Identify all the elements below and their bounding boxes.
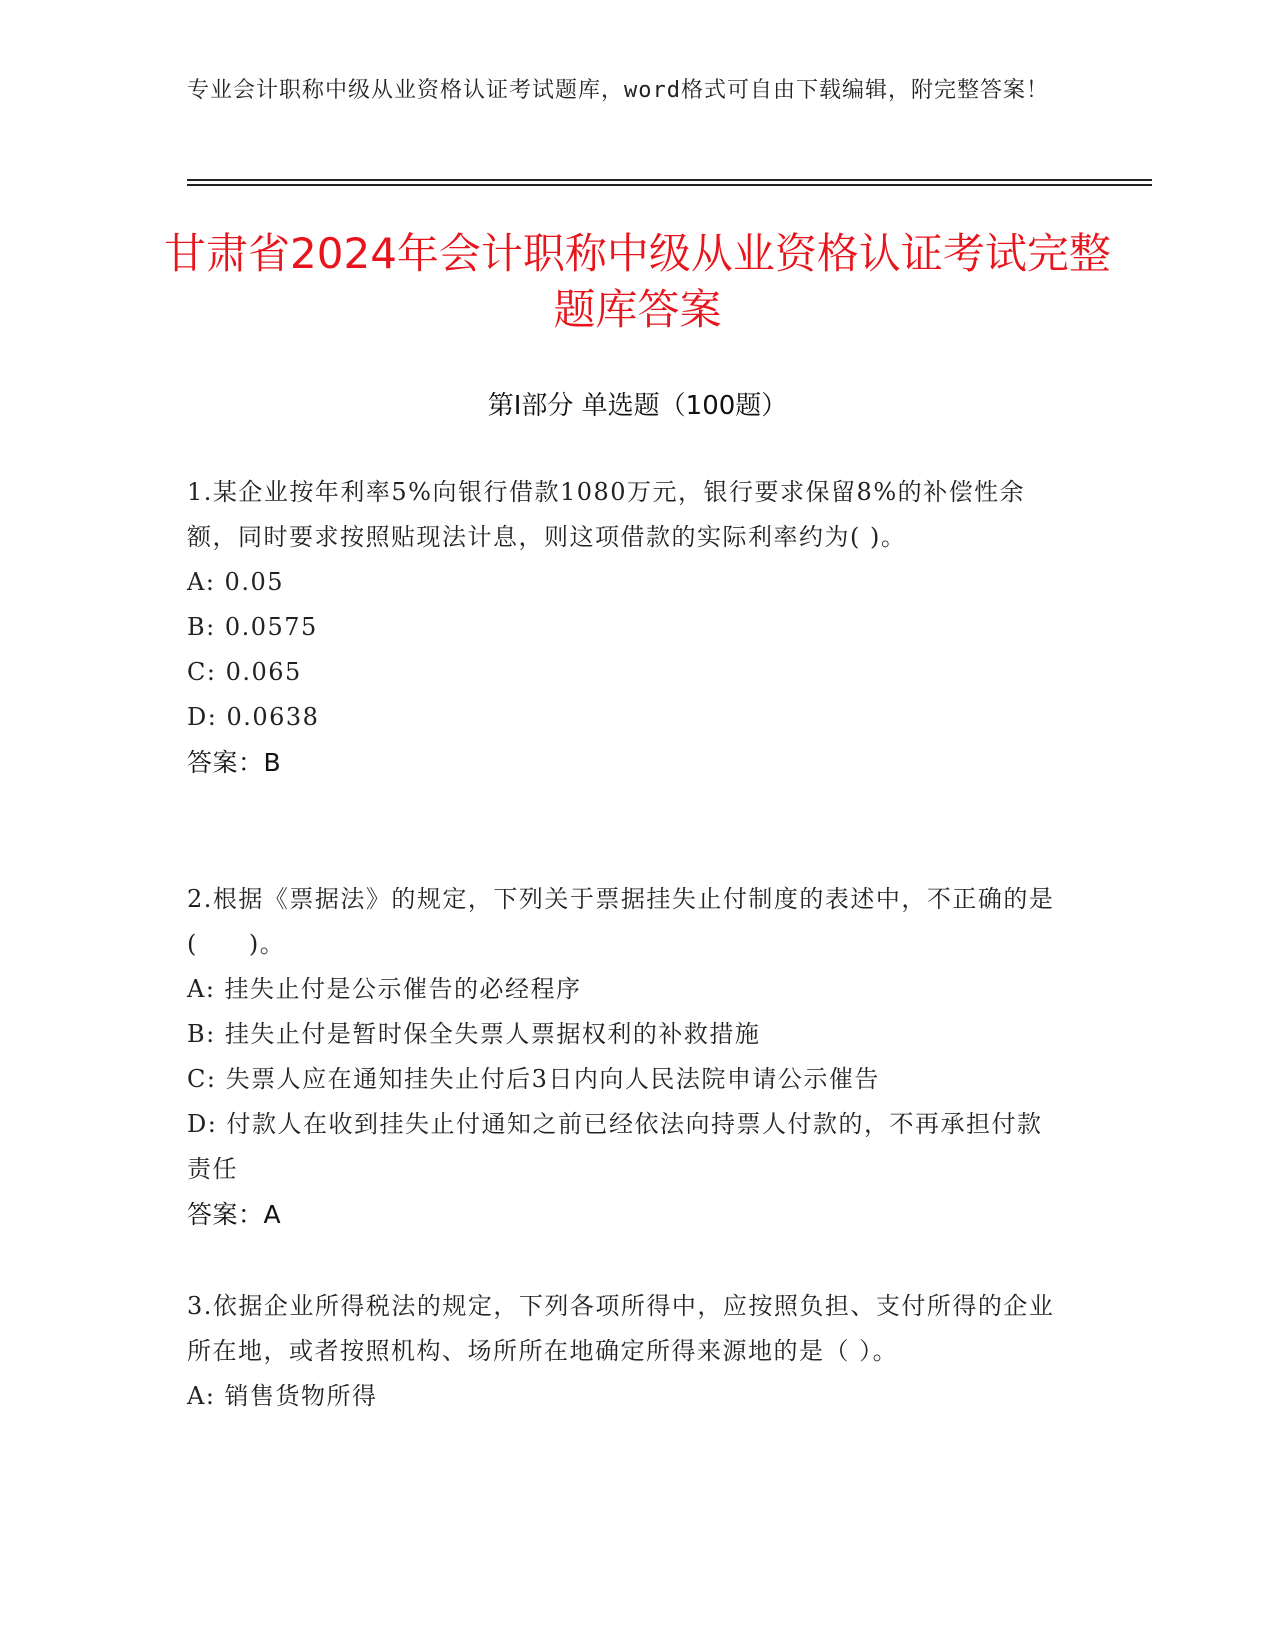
question-2 (187, 877, 1067, 1237)
header-divider-second (187, 184, 1152, 186)
section-title: 第Ⅰ部分 单选题（100题） (487, 391, 788, 421)
question-stem: 2.根据《票据法》的规定，下列关于票据挂失止付制度的表述中，不正确的是( )。 (187, 885, 1055, 958)
option-c: C: 失票人应在通知挂失止付后3日内向人民法院申请公示催告 (187, 1065, 880, 1093)
question-stem: 1.某企业按年利率5%向银行借款1080万元，银行要求保留8%的补偿性余额，同时要求按照贴现法计息，则这项借款的实际利率约为( )。 (187, 478, 1026, 551)
option-a: A: 挂失止付是公示催告的必经程序 (187, 975, 582, 1003)
option-a: A: 销售货物所得 (187, 1382, 378, 1410)
question-3 (187, 1284, 1067, 1419)
question-stem: 3.依据企业所得税法的规定，下列各项所得中，应按照负担、支付所得的企业所在地，或者按照机构、场所所在地确定所得来源地的是（ ）。 (187, 1292, 1055, 1365)
header-divider (187, 179, 1152, 181)
answer: 答案：B (187, 748, 282, 777)
option-b: B: 挂失止付是暂时保全失票人票据权利的补救措施 (187, 1020, 761, 1048)
option-d: D: 付款人在收到挂失止付通知之前已经依法向持票人付款的，不再承担付款责任 (187, 1110, 1043, 1183)
option-c: C: 0.065 (187, 658, 302, 686)
option-b: B: 0.0575 (187, 613, 318, 641)
answer: 答案：A (187, 1200, 282, 1229)
question-1 (187, 470, 1067, 785)
option-d: D: 0.0638 (187, 703, 320, 731)
header-note: 专业会计职称中级从业资格认证考试题库，word格式可自由下载编辑，附完整答案！ (187, 78, 1049, 103)
document-title: 甘肃省2024年会计职称中级从业资格认证考试完整题库答案 (164, 229, 1111, 334)
option-a: A: 0.05 (187, 568, 284, 596)
